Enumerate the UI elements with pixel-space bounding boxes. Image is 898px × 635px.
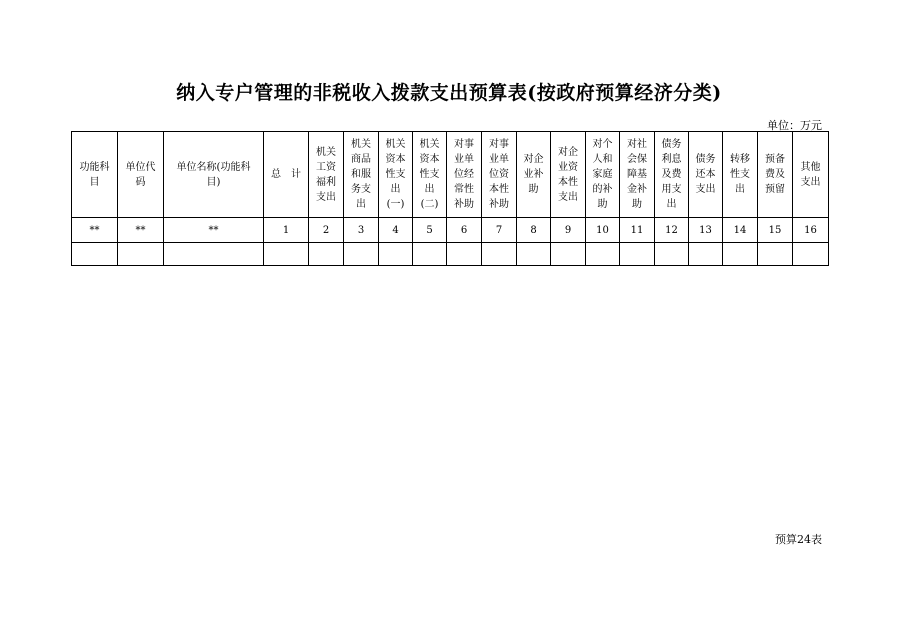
header-cell: 机关 工资 福利 支出 <box>309 132 344 218</box>
table-cell <box>655 243 689 266</box>
header-cell: 对企 业补 助 <box>517 132 551 218</box>
header-cell: 单位名称(功能科 目) <box>164 132 264 218</box>
table-cell <box>723 243 758 266</box>
table-cell: 16 <box>793 218 829 243</box>
unit-label: 单位：万元 <box>767 119 822 132</box>
table-cell <box>344 243 379 266</box>
table-cell: 13 <box>689 218 723 243</box>
table-cell <box>447 243 482 266</box>
table-cell: 1 <box>264 218 309 243</box>
header-cell: 预备 费及 预留 <box>758 132 793 218</box>
header-cell: 对个 人和 家庭 的补 助 <box>586 132 620 218</box>
table-cell: 11 <box>620 218 655 243</box>
table-cell: 10 <box>586 218 620 243</box>
table-cell <box>264 243 309 266</box>
table-cell: 3 <box>344 218 379 243</box>
header-cell: 机关 资本 性支 出 (二) <box>413 132 447 218</box>
header-cell: 其他 支出 <box>793 132 829 218</box>
table-cell: 15 <box>758 218 793 243</box>
header-cell: 对企 业资 本性 支出 <box>551 132 586 218</box>
table-cell: 9 <box>551 218 586 243</box>
table-cell <box>586 243 620 266</box>
footer-label: 预算24表 <box>775 533 822 546</box>
table-cell: ** <box>118 218 164 243</box>
header-cell: 机关 资本 性支 出 (一) <box>379 132 413 218</box>
table-cell <box>118 243 164 266</box>
table-cell <box>164 243 264 266</box>
table-cell: 8 <box>517 218 551 243</box>
table-cell <box>758 243 793 266</box>
budget-table <box>71 131 829 266</box>
table-cell <box>689 243 723 266</box>
table-cell: ** <box>72 218 118 243</box>
table-cell <box>379 243 413 266</box>
header-cell: 对事 业单 位资 本性 补助 <box>482 132 517 218</box>
table-cell <box>551 243 586 266</box>
header-cell: 功能科 目 <box>72 132 118 218</box>
header-cell: 对事 业单 位经 常性 补助 <box>447 132 482 218</box>
header-cell: 转移 性支 出 <box>723 132 758 218</box>
table-row <box>72 243 829 266</box>
header-cell: 单位代 码 <box>118 132 164 218</box>
header-cell: 债务 还本 支出 <box>689 132 723 218</box>
header-cell: 债务 利息 及费 用支 出 <box>655 132 689 218</box>
table-cell <box>413 243 447 266</box>
header-cell: 对社 会保 障基 金补 助 <box>620 132 655 218</box>
header-cell: 机关 商品 和服 务支 出 <box>344 132 379 218</box>
table-cell <box>72 243 118 266</box>
table-cell: ** <box>164 218 264 243</box>
header-row <box>72 132 829 218</box>
table-cell: 4 <box>379 218 413 243</box>
table-cell <box>517 243 551 266</box>
header-cell: 总 计 <box>264 132 309 218</box>
table-cell <box>620 243 655 266</box>
table-cell: 2 <box>309 218 344 243</box>
table-cell: 6 <box>447 218 482 243</box>
table-cell: 12 <box>655 218 689 243</box>
table-cell <box>793 243 829 266</box>
table-row <box>72 218 829 243</box>
table-cell <box>482 243 517 266</box>
table-cell <box>309 243 344 266</box>
table-cell: 7 <box>482 218 517 243</box>
table-cell: 5 <box>413 218 447 243</box>
table-cell: 14 <box>723 218 758 243</box>
table-title: 纳入专户管理的非税收入拨款支出预算表(按政府预算经济分类) <box>176 82 722 104</box>
